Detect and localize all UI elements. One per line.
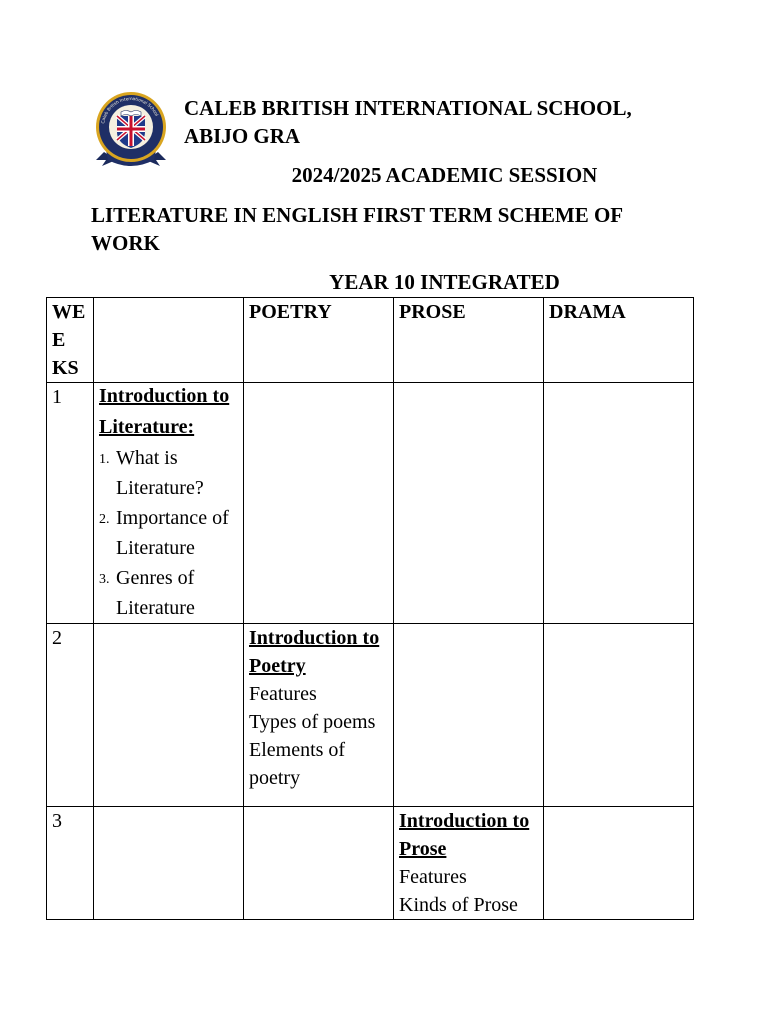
list-item xyxy=(99,443,238,503)
intro-prose-title-line-2: Prose xyxy=(399,838,447,860)
week-number: 1 xyxy=(47,383,94,624)
list-item-text: Genres of xyxy=(116,567,195,589)
scheme-title-line-1: LITERATURE IN ENGLISH FIRST TERM SCHEME OF xyxy=(91,203,624,227)
poetry-topic-line: Types of poems xyxy=(249,711,376,733)
header-weeks-line-1: WE xyxy=(52,301,86,323)
intro-poetry-title-line-2: Poetry xyxy=(249,655,306,677)
table-row xyxy=(47,383,694,624)
header-blank xyxy=(94,298,244,383)
list-item-text: Literature xyxy=(116,597,195,619)
list-item xyxy=(99,563,238,623)
school-name xyxy=(184,94,704,150)
poetry-topic-line: Elements of xyxy=(249,739,346,761)
intro-cell xyxy=(94,624,244,807)
prose-cell xyxy=(394,383,544,624)
week-number: 3 xyxy=(47,807,94,920)
school-name-line-2: ABIJO GRA xyxy=(184,124,301,148)
table-row xyxy=(47,624,694,807)
intro-prose-title xyxy=(399,807,538,863)
intro-prose-title-line-1: Introduction to xyxy=(399,810,530,832)
intro-literature-title xyxy=(99,381,238,443)
list-item-number: 1. xyxy=(99,452,110,467)
header-drama: DRAMA xyxy=(544,298,694,383)
intro-literature-title-line-1: Introduction to xyxy=(99,385,230,407)
list-item-text: What is xyxy=(116,447,178,469)
poetry-topic-line: Features xyxy=(249,683,317,705)
academic-session: 2024/2025 ACADEMIC SESSION xyxy=(291,163,598,187)
header-weeks-line-2: E xyxy=(52,329,66,351)
intro-literature-title-line-2: Literature: xyxy=(99,416,195,438)
prose-cell xyxy=(394,807,544,920)
list-item-text: Literature xyxy=(116,537,195,559)
list-item xyxy=(99,503,238,563)
intro-cell xyxy=(94,807,244,920)
header-weeks-line-3: KS xyxy=(52,357,79,379)
header-prose: PROSE xyxy=(394,298,544,383)
scheme-title-line-2: WORK xyxy=(91,231,160,255)
school-name-line-1: CALEB BRITISH INTERNATIONAL SCHOOL, xyxy=(184,96,632,120)
svg-text:Caleb British International Sc: Caleb British International School xyxy=(100,95,160,124)
prose-topic-line: Kinds of Prose xyxy=(399,894,518,916)
list-item-number: 2. xyxy=(99,512,110,527)
intro-poetry-title xyxy=(249,624,388,680)
intro-poetry-title-line-1: Introduction to xyxy=(249,627,380,649)
poetry-cell xyxy=(244,807,394,920)
list-item-number: 3. xyxy=(99,572,110,587)
scheme-table xyxy=(46,297,694,920)
list-item-text: Importance of xyxy=(116,507,229,529)
week-number: 2 xyxy=(47,624,94,807)
list-item-text: Literature? xyxy=(116,477,204,499)
scheme-title xyxy=(91,201,691,257)
poetry-cell xyxy=(244,383,394,624)
header-weeks xyxy=(47,298,94,383)
drama-cell xyxy=(544,624,694,807)
header-poetry: POETRY xyxy=(244,298,394,383)
prose-cell xyxy=(394,624,544,807)
table-row xyxy=(47,807,694,920)
intro-literature-list xyxy=(99,443,238,623)
prose-topic-line: Features xyxy=(399,866,467,888)
table-header-row xyxy=(47,298,694,383)
year-title: YEAR 10 INTEGRATED xyxy=(329,270,560,294)
poetry-cell xyxy=(244,624,394,807)
drama-cell xyxy=(544,383,694,624)
drama-cell xyxy=(544,807,694,920)
school-crest-logo xyxy=(92,90,170,170)
intro-literature-cell xyxy=(94,383,244,624)
poetry-topic-line: poetry xyxy=(249,767,301,789)
